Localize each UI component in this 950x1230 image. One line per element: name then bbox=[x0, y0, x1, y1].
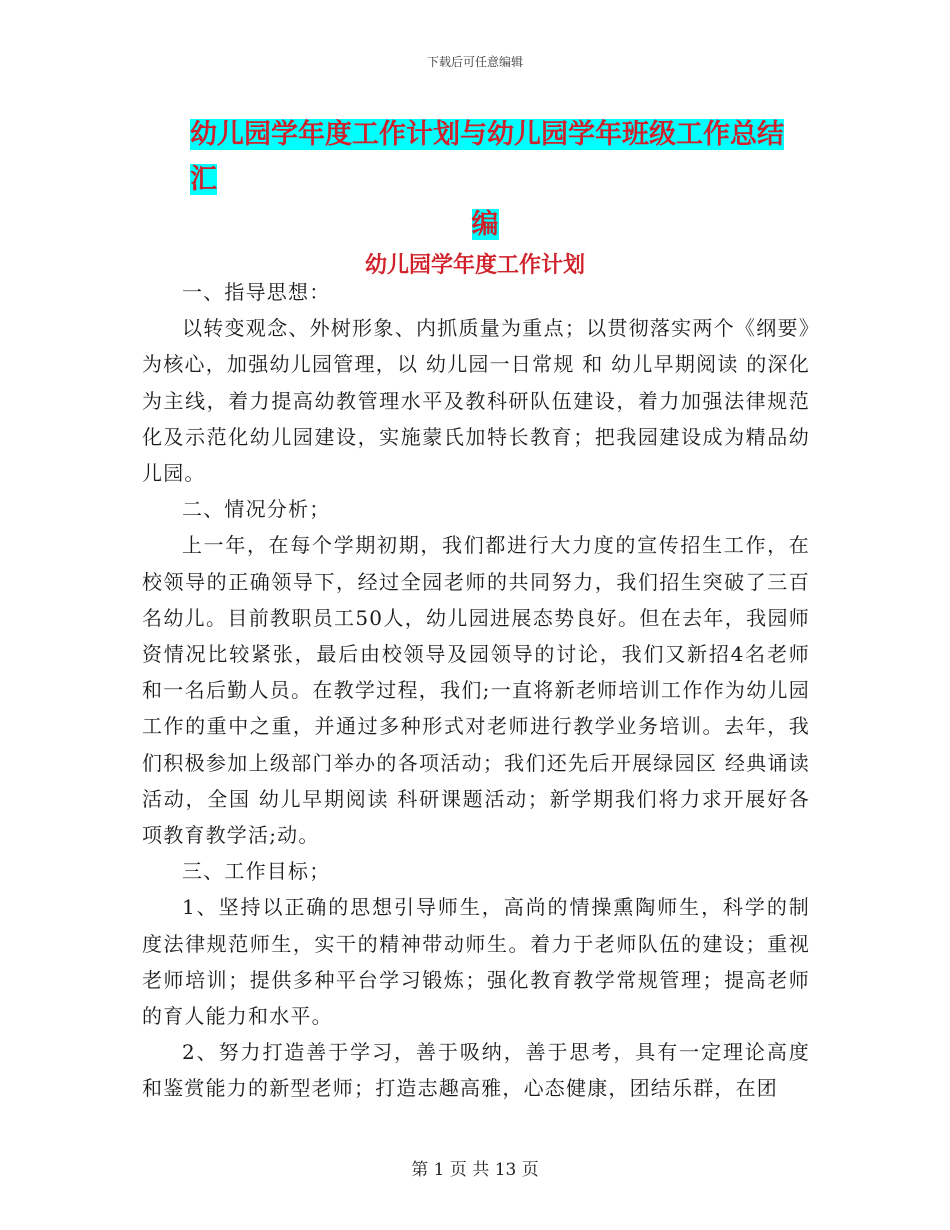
paragraph: 以转变观念、外树形象、内抓质量为重点；以贯彻落实两个《纲要》为核心，加强幼儿园管理，以 幼儿园一日常规 和 幼儿早期阅读 的深化为主线，着力提高幼教管理水平及教科研队伍建设，着力加强法律规范化及示范化幼儿园建设，实施蒙氏加特长教育；把我园建设成为精品幼儿园。 bbox=[142, 316, 810, 486]
paragraph-heading-work-goals: 三、工作目标； bbox=[182, 859, 331, 884]
paragraph: 2、努力打造善于学习，善于吸纳，善于思考，具有一定理论高度和鉴赏能力的新型老师；打造志趣高雅，心态健康，团结乐群，在团 bbox=[142, 1040, 810, 1101]
paragraph-heading-situation-analysis: 二、情况分析； bbox=[182, 497, 331, 522]
paragraph: 1、坚持以正确的思想引导师生，高尚的情操熏陶师生，科学的制度法律规范师生，实干的精神带动师生。着力于老师队伍的建设；重视老师培训；提供多种平台学习锻炼；强化教育教学常规管理；提高老师的育人能力和水平。 bbox=[142, 895, 810, 1029]
paragraph-heading-guiding-thought: 一、指导思想： bbox=[182, 280, 331, 304]
section-title: 幼儿园学年度工作计划 bbox=[364, 252, 585, 278]
page-footer: 第 1 页 共 13 页 bbox=[411, 1160, 539, 1180]
title-highlight: 编 bbox=[471, 209, 499, 240]
document-title bbox=[190, 112, 810, 247]
document-title-line-1 bbox=[190, 112, 810, 202]
document-title-line-2 bbox=[190, 202, 780, 247]
header-note: 下载后可任意编辑 bbox=[426, 55, 523, 69]
paragraph: 上一年，在每个学期初期，我们都进行大力度的宣传招生工作，在校领导的正确领导下，经过全园老师的共同努力，我们招生突破了三百名幼儿。目前教职员工50人，幼儿园进展态势良好。但在去年，我园师资情况比较紧张，最后由校领导及园领导的讨论，我们又新招4名老师和一名后勤人员。在教学过程，我们;一直将新老师培训工作作为幼儿园工作的重中之重，并通过多种形式对老师进行教学业务培训。去年，我们积极参加上级部门举办的各项活动；我们还先后开展绿园区 经典诵读 活动，全国 幼儿早期阅读 科研课题活动；新学期我们将力求开展好各项教育教学活;动。 bbox=[142, 533, 810, 848]
document-body bbox=[142, 274, 810, 1107]
title-highlight: 幼儿园学年度工作计划与幼儿园学年班级工作总结汇 bbox=[190, 119, 784, 195]
